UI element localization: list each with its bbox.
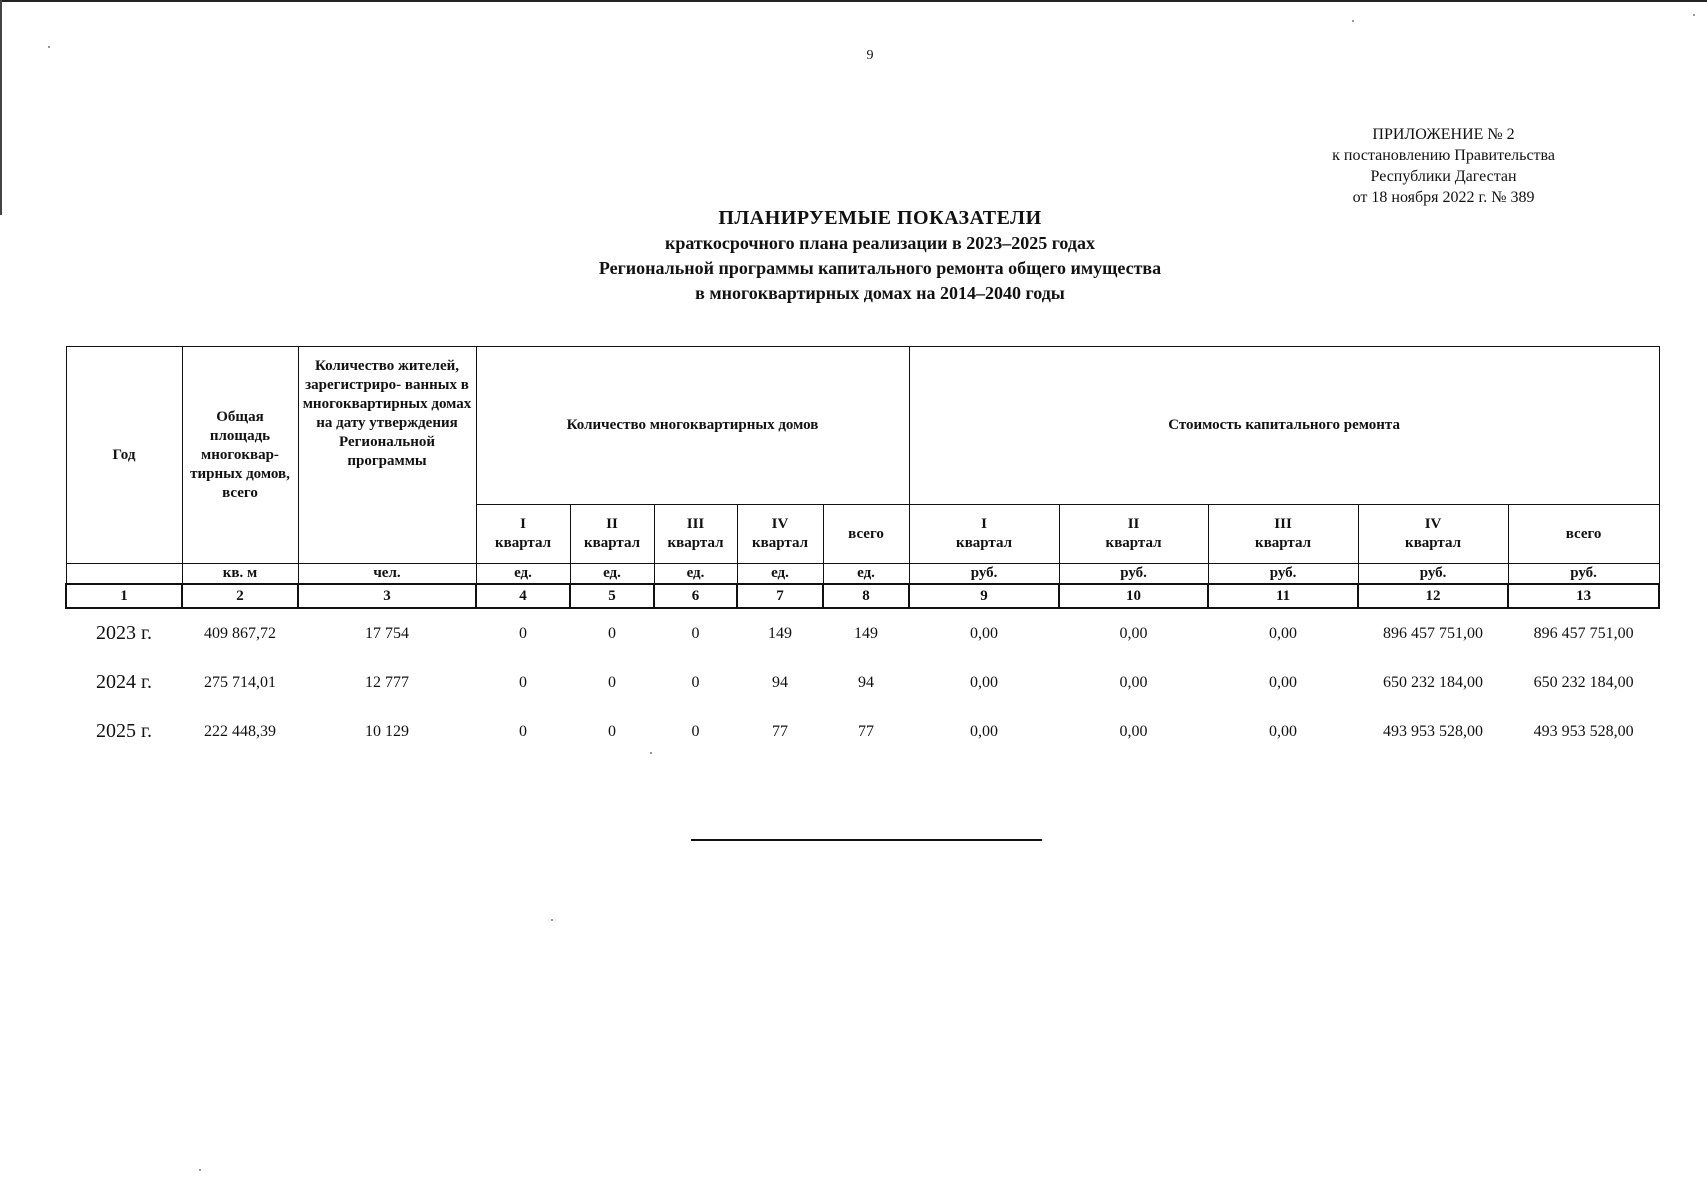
column-number-cell: 11 [1208, 584, 1358, 608]
column-number-cell: 9 [909, 584, 1059, 608]
column-numbers-row [66, 584, 1659, 608]
value-cell: 149 [854, 624, 879, 642]
unit-cell: ед. [654, 564, 737, 585]
title-subline: краткосрочного плана реализации в 2023–2025 годах [664, 233, 1096, 253]
value-cell: 0 [519, 722, 527, 740]
value-cell: 0,00 [1269, 722, 1298, 740]
value-cell: 0 [608, 624, 616, 642]
table-row [66, 608, 1659, 658]
value-cell: 0 [608, 722, 616, 740]
year-cell: 2023 г. [96, 622, 152, 644]
column-number-cell: 3 [298, 584, 476, 608]
header-cost-q3: III квартал [1208, 505, 1358, 564]
units-row [66, 564, 1659, 585]
value-cell: 493 953 528,00 [1383, 722, 1484, 740]
year-cell: 2025 г. [96, 720, 152, 742]
column-number-cell: 10 [1059, 584, 1208, 608]
value-cell: 0 [519, 673, 527, 691]
scan-edge-left [0, 0, 2, 215]
value-cell: 0,00 [970, 624, 999, 642]
column-number-cell: 8 [823, 584, 909, 608]
title-main: ПЛАНИРУЕМЫЕ ПОКАЗАТЕЛИ [718, 207, 1042, 229]
column-number-cell: 7 [737, 584, 823, 608]
value-cell: 493 953 528,00 [1533, 722, 1634, 740]
header-cost-group: Стоимость капитального ремонта [909, 347, 1659, 505]
header-residents: Количество жителей, зарегистриро- ванных в многоквартирных домах на дату утверждения Региональной программы [298, 347, 476, 564]
header-cost-q2: II квартал [1059, 505, 1208, 564]
value-cell: 94 [772, 673, 788, 691]
column-number-cell: 12 [1358, 584, 1508, 608]
value-cell: 94 [858, 673, 875, 691]
value-cell: 896 457 751,00 [1383, 624, 1484, 642]
indicators-table [65, 346, 1660, 756]
unit-cell: руб. [1358, 564, 1508, 585]
value-cell: 12 777 [365, 673, 409, 691]
header-houses-q2: II квартал [570, 505, 654, 564]
value-cell: 77 [772, 722, 788, 740]
appendix-line: ПРИЛОЖЕНИЕ № 2 [1372, 126, 1515, 143]
page-number: 9 [866, 48, 874, 63]
unit-cell: ед. [476, 564, 570, 585]
header-cost-total: всего [1508, 505, 1659, 564]
value-cell: 222 448,39 [204, 722, 276, 740]
column-number-cell: 2 [182, 584, 298, 608]
document-title [380, 206, 1380, 306]
appendix-line: Республики Дагестан [1370, 168, 1517, 185]
value-cell: 0 [691, 673, 700, 691]
scan-edge-top [0, 0, 1707, 2]
column-number-cell: 1 [66, 584, 182, 608]
scan-speck [48, 46, 50, 48]
unit-cell: чел. [298, 564, 476, 585]
unit-cell [66, 564, 182, 585]
scan-speck [1693, 14, 1695, 16]
value-cell: 275 714,01 [204, 673, 276, 691]
value-cell: 0,00 [970, 722, 999, 740]
value-cell: 409 867,72 [204, 624, 276, 642]
header-area: Общая площадь многоквар- тирных домов, всего [182, 347, 298, 564]
appendix-line: от 18 ноября 2022 г. № 389 [1352, 189, 1535, 206]
value-cell: 0,00 [1119, 673, 1148, 691]
title-subline: в многоквартирных домах на 2014–2040 годы [695, 283, 1065, 303]
value-cell: 0 [608, 673, 616, 691]
appendix-line: к постановлению Правительства [1332, 147, 1555, 164]
value-cell: 17 754 [365, 624, 409, 642]
header-houses-q3: III квартал [654, 505, 737, 564]
header-houses-group: Количество многоквартирных домов [476, 347, 909, 505]
value-cell: 0,00 [1119, 624, 1148, 642]
closing-rule [691, 839, 1042, 841]
column-number-cell: 5 [570, 584, 654, 608]
value-cell: 0 [691, 722, 700, 740]
value-cell: 0 [691, 624, 700, 642]
scan-speck [1352, 20, 1354, 22]
scan-speck [551, 919, 553, 921]
header-year: Год [66, 347, 182, 564]
unit-cell: ед. [737, 564, 823, 585]
value-cell: 149 [768, 624, 792, 642]
year-cell: 2024 г. [96, 671, 152, 693]
header-cost-q4: IV квартал [1358, 505, 1508, 564]
value-cell: 650 232 184,00 [1383, 673, 1484, 691]
appendix-block [1332, 124, 1555, 208]
title-subline: Региональной программы капитального ремонта общего имущества [598, 258, 1162, 278]
unit-cell: кв. м [182, 564, 298, 585]
unit-cell: руб. [1059, 564, 1208, 585]
column-number-cell: 6 [654, 584, 737, 608]
value-cell: 0,00 [1269, 624, 1298, 642]
value-cell: 0 [519, 624, 527, 642]
unit-cell: руб. [909, 564, 1059, 585]
value-cell: 10 129 [365, 722, 409, 740]
value-cell: 0,00 [970, 673, 999, 691]
header-row [66, 347, 1659, 505]
value-cell: 0,00 [1269, 673, 1298, 691]
column-number-cell: 4 [476, 584, 570, 608]
value-cell: 77 [858, 722, 875, 740]
unit-cell: руб. [1208, 564, 1358, 585]
unit-cell: ед. [823, 564, 909, 585]
header-houses-q4: IV квартал [737, 505, 823, 564]
value-cell: 896 457 751,00 [1533, 624, 1634, 642]
unit-cell: ед. [570, 564, 654, 585]
unit-cell: руб. [1508, 564, 1659, 585]
header-houses-q1: I квартал [476, 505, 570, 564]
value-cell: 0,00 [1119, 722, 1148, 740]
table-row [66, 658, 1659, 707]
column-number-cell: 13 [1508, 584, 1659, 608]
table-row [66, 707, 1659, 756]
scan-speck [199, 1169, 201, 1171]
table-body [66, 608, 1659, 756]
value-cell: 650 232 184,00 [1533, 673, 1634, 691]
scan-speck [650, 752, 652, 754]
header-houses-total: всего [823, 505, 909, 564]
header-cost-q1: I квартал [909, 505, 1059, 564]
